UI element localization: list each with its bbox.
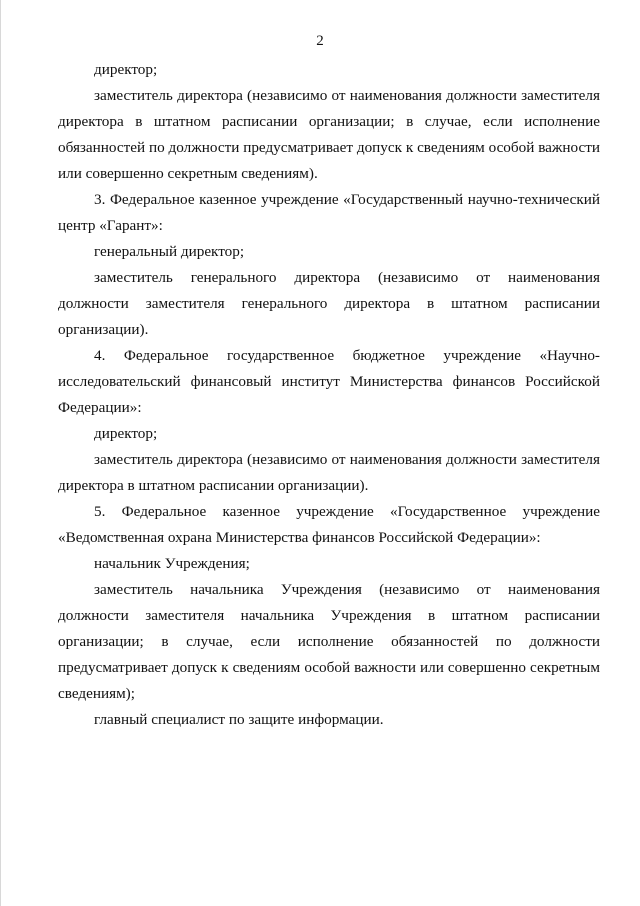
paragraph-deputy-director-1: заместитель директора (независимо от наименования должности заместителя директора в штатном расписании организации; в случае, если исполнение обязанностей по должности предусматривает допуск к сведениям особой важности или совершенно секретным сведениям). <box>58 87 600 182</box>
paragraph-deputy-director-2: заместитель директора (независимо от наименования должности заместителя директора в штатном расписании организации). <box>58 451 600 494</box>
paragraph-security-specialist: главный специалист по защите информации. <box>94 711 384 728</box>
document-body <box>58 57 600 733</box>
paragraph-item-3: 3. Федеральное казенное учреждение «Государственный научно-технический центр «Гарант»: <box>58 191 600 234</box>
paragraph-general-director: генеральный директор; <box>94 243 245 260</box>
scan-edge <box>0 0 1 906</box>
paragraph-item-5: 5. Федеральное казенное учреждение «Государственное учреждение «Ведомственная охрана Министерства финансов Российской Федерации»: <box>58 503 600 546</box>
paragraph-deputy-head: заместитель начальника Учреждения (независимо от наименования должности заместителя начальника Учреждения в штатном расписании организации; в случае, если исполнение обязанностей по должности предусматривает допуск к сведениям особой важности или совершенно секретным сведениям); <box>58 581 600 702</box>
paragraph-head-of-institution: начальник Учреждения; <box>94 555 250 572</box>
paragraph-director-2: директор; <box>94 425 158 442</box>
paragraph-deputy-general-director: заместитель генерального директора (независимо от наименования должности заместителя генерального директора в штатном расписании организации). <box>58 269 600 338</box>
paragraph-director-1: директор; <box>94 61 158 78</box>
page-number: 2 <box>316 33 324 49</box>
paragraph-item-4: 4. Федеральное государственное бюджетное учреждение «Научно-исследовательский финансовый институт Министерства финансов Российской Федерации»: <box>58 347 600 416</box>
